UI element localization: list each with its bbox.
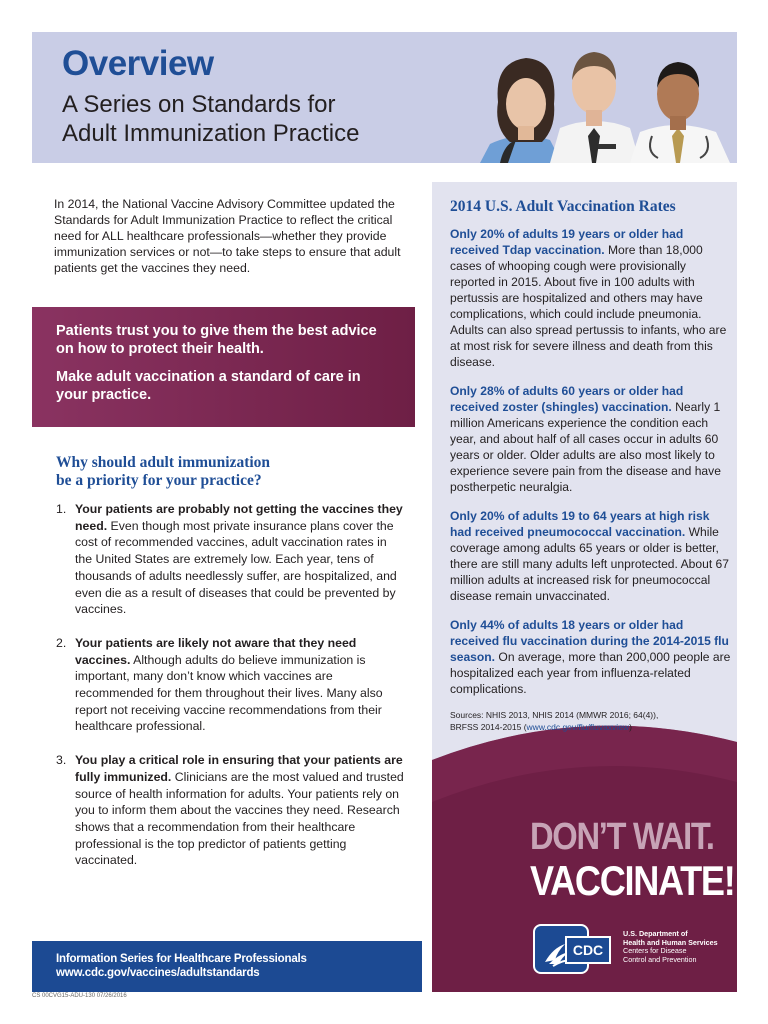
footer-series-label: Information Series for Healthcare Professionals [56,953,307,965]
list-item: 3. You play a critical role in ensuring that your patients are fully immunized. Clinicians are the most valued and trusted source of health information for adults. Your patients rely on you to inform them about the vaccines they need. Research shows that a recommendation from their healthcare professional is the top predictor of patients getting vaccinated. [56,753,404,868]
list-item: Only 20% of adults 19 years or older had received Tdap vaccination. More than 18,000 cases of whooping cough were provisionally reported in 2015. About five in 100 adults with pertussis are hospitalized and others may have complications, which could include pneumonia. Adults can also spread pertussis to infants, who are at most risk for severe illness and death from this disease. [450,227,727,369]
list-item: 2. Your patients are likely not aware that they need vaccines. Although adults do believe immunization is important, many don’t know which vaccines are recommended for them throughout their lives. Many also report not receiving vaccine recommendations from their healthcare professional. [56,635,383,734]
footer-url-link[interactable]: www.cdc.gov/vaccines/adultstandards [56,967,260,979]
healthcare-professionals-photo [480,32,737,163]
list-item: Only 28% of adults 60 years or older had received zoster (shingles) vaccination. Nearly 1 million Americans experience the condition each year, and about half of all cases occur in adults 60 years or older. Older adults are also most likely to experience severe pain from the disease and have postherpetic neuralgia. [450,384,721,494]
agency-name: U.S. Department of Health and Human Services Centers for Disease Control and Prevention [623,929,718,964]
document-code: CS 00CVG15-ADU-130 07/26/2016 [32,993,127,999]
trust-banner [32,307,415,427]
page-subtitle: A Series on Standards for Adult Immunization Practice [62,91,360,147]
sources-note: Sources: NHIS 2013, NHIS 2014 (MMWR 2016; 64(4)), BRFSS 2014-2015 (www.cdc.gov/flu/fluvaxview) [450,710,659,732]
footer-bar [32,941,422,992]
header-banner [32,32,737,163]
why-heading: Why should adult immunization be a priority for your practice? [56,454,271,489]
intro-paragraph: In 2014, the National Vaccine Advisory Committee updated the Standards for Adult Immunization Practice to reflect the critical need for ALL healthcare professionals—whether they provide immunization services or not—to take steps to ensure that adult patients get the vaccines they need. [54,197,401,275]
list-item: 1. Your patients are probably not getting the vaccines they need. Even though most private insurance plans cover the cost of recommended vaccines, adult vaccination rates in the United States are extremely low. Each year, tens of thousands of adults needlessly suffer, are hospitalized, and even die as a result of diseases that could be prevented by vaccines. [56,502,403,617]
banner-line-1: Patients trust you to give them the best advice on how to protect their health. [56,323,377,357]
list-item: Only 44% of adults 18 years or older had received flu vaccination during the 2014-2015 flu season. On average, more than 200,000 people are hospitalized each year from influenza-related complications. [450,618,731,696]
list-item: Only 20% of adults 19 to 64 years at high risk had received pneumococcal vaccination. While coverage among adults 65 years or older is better, there are still many adults left unprotected. About 67 million adults at increased risk for pneumococcal disease remain unvaccinated. [450,509,729,603]
page-title: Overview [62,44,214,83]
vaccination-rates-panel [432,182,737,992]
fluvaxview-link[interactable]: www.cdc.gov/flu/fluvaxview [526,721,630,732]
rates-heading: 2014 U.S. Adult Vaccination Rates [450,198,676,215]
banner-line-2: Make adult vaccination a standard of care in your practice. [56,369,361,403]
vaccinate-heading: VACCINATE! [530,857,735,904]
cdc-logo: CDC [565,936,611,964]
dont-wait-heading: DON’T WAIT. [530,816,714,858]
reasons-list [56,501,406,886]
rates-list [450,226,732,733]
